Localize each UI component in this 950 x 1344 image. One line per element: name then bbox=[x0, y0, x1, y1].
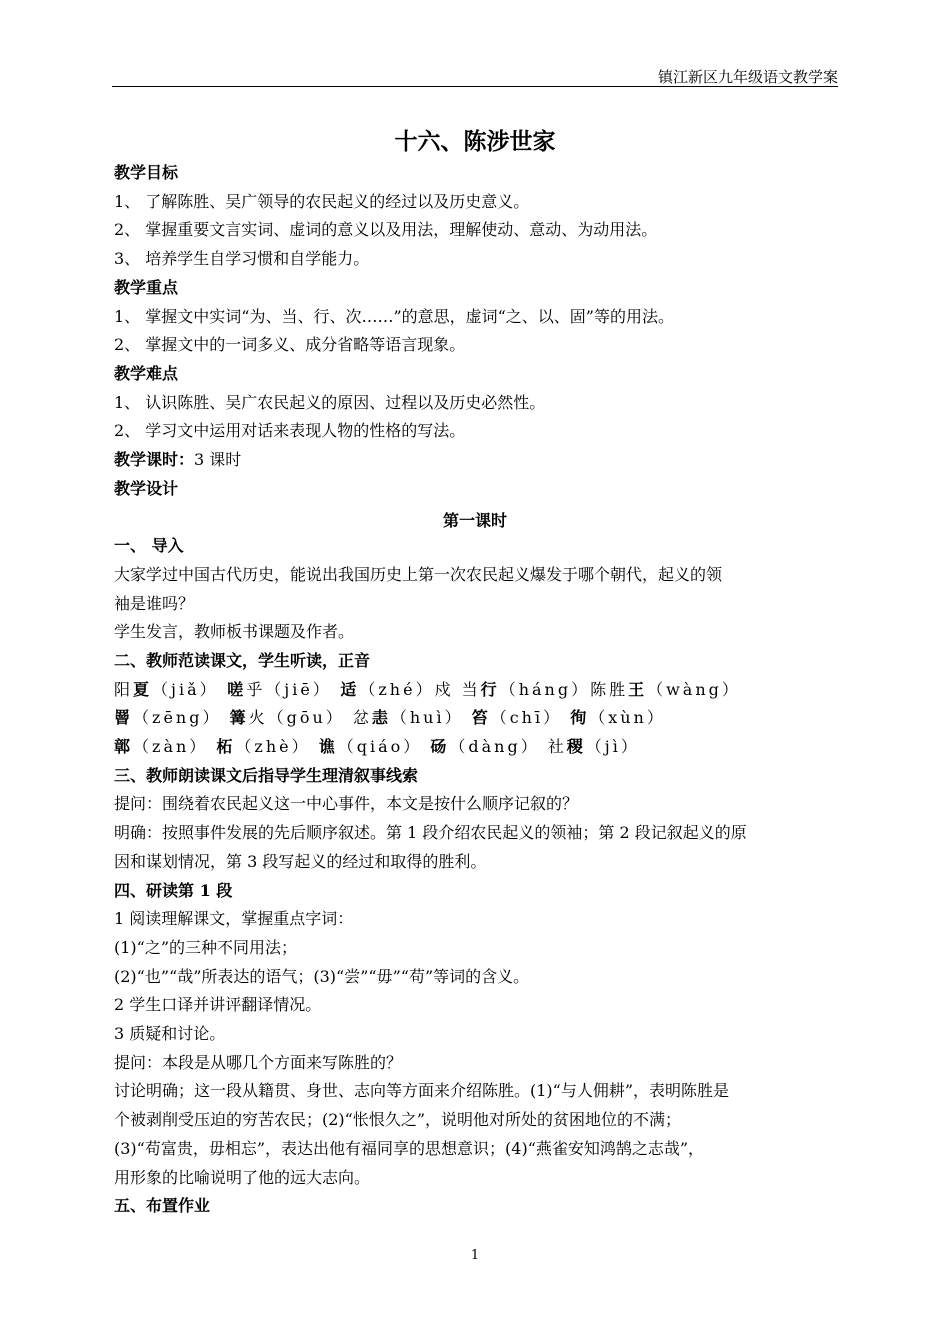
text-line: 大家学过中国古代历史，能说出我国历史上第一次农民起义爆发于哪个朝代，起义的领 bbox=[114, 564, 723, 584]
section-heading: 二、教师范读课文，学生听读，正音 bbox=[114, 650, 371, 670]
pinyin-line: 鄣（zàn） 柘（zhè） 谯（qiáo） 砀（dàng） 社稷（jì） bbox=[114, 737, 640, 756]
text-line: (1)“之”的三种不同用法； bbox=[114, 937, 298, 957]
text-line: 1、 了解陈胜、吴广领导的农民起义的经过以及历史意义。 bbox=[114, 191, 530, 211]
section-heading: 四、研读第 1 段 bbox=[114, 880, 233, 900]
section-heading: 教学课时：3 课时 bbox=[114, 450, 242, 469]
text-line: 2 学生口译并讲评翻译情况。 bbox=[114, 995, 322, 1015]
section-heading: 教学目标 bbox=[114, 163, 179, 182]
text-line: 2、 掌握重要文言实词、虚词的意义以及用法，理解使动、意动、为动用法。 bbox=[114, 220, 658, 240]
text-line: 3、 培养学生自学习惯和自学能力。 bbox=[114, 249, 370, 269]
text-line: 1、 掌握文中实词“为、当、行、次……”的意思，虚词“之、以、固”等的用法。 bbox=[114, 306, 674, 326]
lesson-section-title: 第一课时 bbox=[442, 511, 507, 531]
section-heading: 三、教师朗读课文后指导学生理清叙事线索 bbox=[114, 765, 419, 785]
text-line: 讨论明确；这一段从籍贯、身世、志向等方面来介绍陈胜。(1)“与人佣耕”，表明陈胜是 bbox=[114, 1081, 730, 1101]
text-line: (3)“苟富贵，毋相忘”，表达出他有福同享的思想意识；(4)“燕雀安知鸿鹄之志哉”， bbox=[114, 1138, 705, 1158]
pinyin-line: 罾（zēng） 篝火（gōu） 忿恚（huì） 笞（chī） 徇（xùn） bbox=[114, 708, 666, 728]
section-heading: 五、布置作业 bbox=[114, 1196, 211, 1216]
text-line: 提问：本段是从哪几个方面来写陈胜的？ bbox=[114, 1052, 403, 1072]
text-line: (2)“也”“哉”所表达的语气；(3)“尝”“毋”“苟”等词的含义。 bbox=[114, 966, 530, 986]
text-line: 用形象的比喻说明了他的远大志向。 bbox=[114, 1167, 371, 1187]
text-line: 3 质疑和讨论。 bbox=[114, 1024, 226, 1043]
page-title: 十六、陈涉世家 bbox=[394, 128, 556, 155]
text-line: 明确：按照事件发展的先后顺序叙述。第 1 段介绍农民起义的领袖；第 2 段记叙起义的原 bbox=[114, 823, 747, 843]
section-heading: 一、 导入 bbox=[114, 536, 184, 556]
section-heading: 教学设计 bbox=[114, 478, 179, 498]
text-line: 个被剥削受压迫的穷苦农民；(2)“怅恨久之”，说明他对所处的贫困地位的不满； bbox=[114, 1110, 682, 1130]
page-header bbox=[112, 68, 838, 87]
pinyin-line: 阳夏（jiǎ） 嗟乎（jiē） 适（zhé）戍 当行（háng）陈胜王（wàng） bbox=[114, 679, 741, 699]
header-text: 镇江新区九年级语文教学案 bbox=[657, 68, 838, 86]
text-line: 提问：围绕着农民起义这一中心事件，本文是按什么顺序记叙的？ bbox=[114, 794, 579, 814]
text-line: 因和谋划情况，第 3 段写起义的经过和取得的胜利。 bbox=[114, 851, 487, 871]
page-number: 1 bbox=[470, 1248, 480, 1263]
text-line: 学生发言，教师板书课题及作者。 bbox=[114, 622, 355, 642]
text-line: 2、 掌握文中的一词多义、成分省略等语言现象。 bbox=[114, 335, 466, 355]
text-line: 2、 学习文中运用对话来表现人物的性格的写法。 bbox=[114, 421, 466, 441]
text-line: 1 阅读理解课文，掌握重点字词： bbox=[114, 909, 354, 929]
section-heading: 教学重点 bbox=[114, 277, 179, 297]
section-heading: 教学难点 bbox=[114, 363, 179, 383]
text-line: 1、 认识陈胜、吴广农民起义的原因、过程以及历史必然性。 bbox=[114, 392, 546, 412]
text-line: 袖是谁吗？ bbox=[114, 593, 195, 613]
